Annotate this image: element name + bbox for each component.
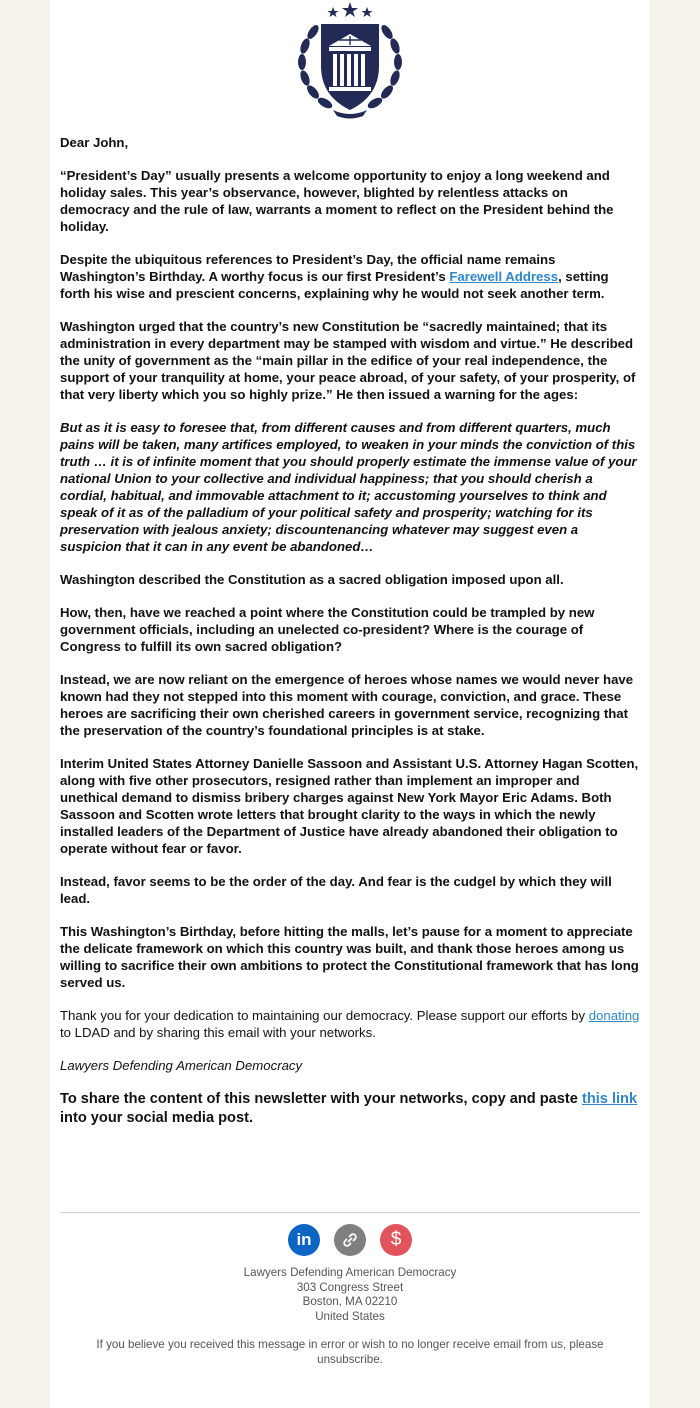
email-body [50,0,650,1408]
copy-link-button[interactable] [334,1224,366,1256]
farewell-address-link[interactable]: Farewell Address [449,269,559,284]
justice-crest-icon [289,0,411,122]
signature: Lawyers Defending American Democracy [60,1058,303,1073]
footer-divider [60,1212,640,1213]
greeting: Dear John, [60,135,129,150]
linkedin-button[interactable] [288,1224,320,1256]
share-link[interactable]: this link [581,1091,638,1107]
donating-link[interactable]: donating [588,1008,640,1023]
paragraph-8: Instead, favor seems to be the order of the day. And fear is the cudgel by which they will lead. [60,874,612,906]
paragraph-6: Instead, we are now reliant on the emergence of heroes whose names we would never have known had they not stepped into this moment with courage, conviction, and grace. These heroes are sacrificing their own cherished careers in government service, recognizing that the preservation of the country’s foundational principles is at stake. [60,672,634,738]
footer-street: 303 Congress Street [296,1280,404,1294]
paragraph-2-text: Despite the ubiquitous references to President’s Day, the official name remains Washington’s Birthday. A worthy focus is our first President’s [60,252,556,284]
unsubscribe-notice[interactable]: If you believe you received this message in error or wish to no longer receive email from us, please unsubscribe. [96,1338,604,1366]
paragraph-7: Interim United States Attorney Danielle Sassoon and Assistant U.S. Attorney Hagan Scotten, along with five other prosecutors, resigned rather than implement an improper and unethical demand to dismiss bribery charges against New York Mayor Eric Adams. Both Sassoon and Scotten wrote letters that brought clarity to the ways in which the newly installed leaders of the Department of Justice have already abandoned their obligation to operate without fear or favor. [60,756,639,856]
footer-city: Boston, MA 02210 [302,1295,398,1308]
footer [50,1266,650,1367]
paragraph-1: “President’s Day” usually presents a welcome opportunity to enjoy a long weekend and holiday sales. This year’s observance, however, blighted by relentless attacks on democracy and the rule of law, warrants a moment to reflect on the President behind the holiday. [60,168,614,234]
dollar-icon: $ [390,1229,402,1250]
thanks-paragraph [60,1007,640,1041]
footer-country: United States [315,1309,385,1323]
paragraph-9: This Washington’s Birthday, before hitting the malls, let’s pause for a moment to appreciate the delicate framework on which this country was built, and thank those heroes among us willing to sacrifice their own ambitions to protect the Constitutional framework that has long served us. [60,924,639,990]
thanks-tail: to LDAD and by sharing this email with your networks. [60,1025,376,1040]
thanks-text: Thank you for your dedication to maintaining our democracy. Please support our efforts by [60,1008,589,1023]
linkedin-icon: in [296,1230,312,1249]
share-paragraph [60,1090,640,1128]
link-icon [341,1231,359,1249]
farewell-quote: But as it is easy to foresee that, from different causes and from different quarters, much pains will be taken, many artifices employed, to weaken in your minds the conviction of this truth … it is of infinite moment that you should properly estimate the immense value of your national Union to your collective and individual happiness; that you should cherish a cordial, habitual, and immovable attachment to it; accustoming yourselves to think and speak of it as of the palladium of your political safety and prosperity; watching for its preservation with jealous anxiety; discountenancing whatever may suggest even a suspicion that it can in any event be abandoned… [60,420,637,554]
donate-button[interactable] [380,1224,412,1256]
footer-org: Lawyers Defending American Democracy [243,1266,457,1279]
paragraph-5: How, then, have we reached a point where the Constitution could be trampled by new government officials, including an unelected co-president? Where is the courage of Congress to fulfill its own sacred obligation? [60,605,595,654]
paragraph-3: Washington urged that the country’s new Constitution be “sacredly maintained; that its administration in every department may be stamped with wisdom and virtue.” He described the unity of government as the “main pillar in the edifice of your real independence, the support of your tranquility at home, your peace abroad, of your safety, of your prosperity, of that very liberty which you so highly prize.” He then issued a warning for the ages: [60,319,636,402]
paragraph-2 [60,251,640,302]
paragraph-2-tail: , setting forth his wise and prescient concerns, explaining why he would not seek another term. [60,269,609,301]
social-buttons [50,1224,650,1256]
letter-content [60,134,640,1144]
share-text: To share the content of this newsletter with your networks, copy and paste [60,1091,582,1107]
share-tail: into your social media post. [60,1110,253,1126]
paragraph-4: Washington described the Constitution as a sacred obligation imposed upon all. [60,572,564,587]
